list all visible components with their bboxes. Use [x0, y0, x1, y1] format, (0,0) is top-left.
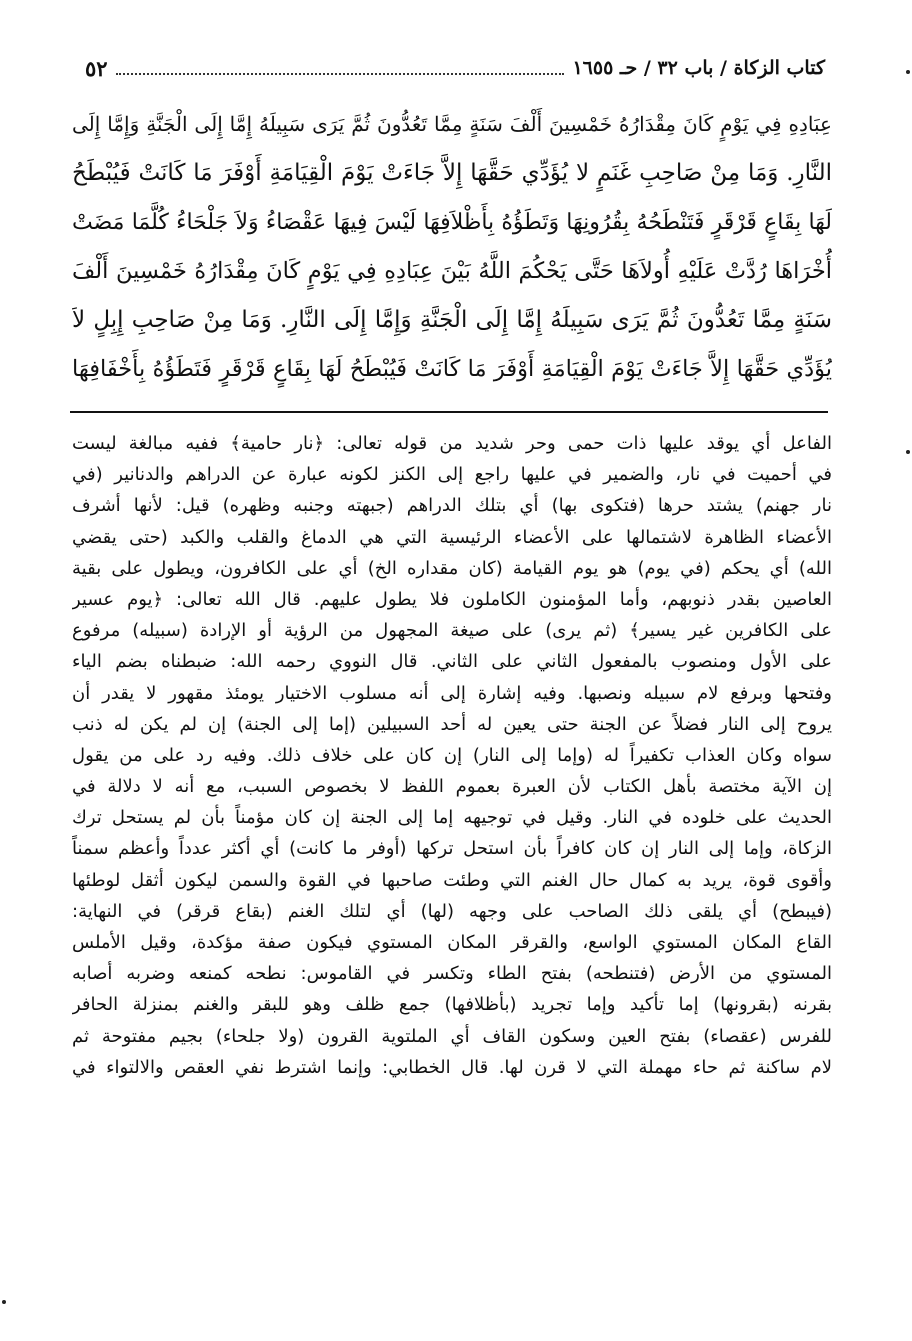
commentary-line: بقرنه (بقرونها) إما تأكيد وإما تجريد (بأظلافها) جمع ظلف وهو للبقر والغنم بمنزلة الحافر — [72, 994, 832, 1016]
scan-edge-mark — [906, 70, 910, 74]
section-divider — [70, 411, 828, 413]
commentary-text — [72, 428, 832, 1083]
commentary-line: لام ساكنة ثم حاء مهملة التي لا قرن لها. قال الخطابي: وإنما اشترط نفي العقص والالتواء في — [72, 1056, 832, 1078]
hadith-line: سَنَةٍ مِمَّا تَعُدُّونَ ثُمَّ يَرَى سَبِيلَهُ إِمَّا إِلَى الْجَنَّةِ وَإِمَّا إِلَى النَّارِ. وَمَا مِنْ صَاحِبِ إِبِلٍ لاَ — [72, 307, 832, 333]
hadith-line: لَهَا بِقَاعٍ قَرْقَرٍ فَتَنْطَحُهُ بِقُرُونِهَا وَتَطَؤُهُ بِأَظْلاَفِهَا لَيْسَ فِيهَا عَقْصَاءُ وَلاَ جَلْحَاءُ كُلَّمَا مَضَتْ — [72, 210, 832, 235]
commentary-line: للفرس (عقصاء) بفتح العين وسكون القاف أي الملتوية القرون (ولا جلحاء) بجيم مفتوحة ثم — [72, 1025, 832, 1047]
hadith-text — [72, 100, 832, 394]
commentary-line: نار جهنم) يشتد حرها (فتكوى بها) أي بتلك الدراهم (جبهته وجنبه وظهره) قيل: لأنها أشرف — [72, 495, 832, 517]
commentary-line: وفتحها وبرفع لام سبيله ونصبها. وفيه إشارة إلى أنه مسلوب الاختيار يومئذ مقهور لا يقدر أن — [72, 682, 832, 704]
hadith-line: أُخْرَاهَا رُدَّتْ عَلَيْهِ أُولاَهَا حَتَّى يَحْكُمَ اللَّهُ بَيْنَ عِبَادِهِ فِي يَوْمٍ كَانَ مِقْدَارُهُ خَمْسِينَ أَلْفَ — [72, 258, 832, 284]
commentary-line: وأقوى قوة، يريد به كمال حال الغنم التي وطئت صاحبها في القوة والسمن ليكون أثقل لوطئها — [72, 869, 832, 891]
commentary-line: المستوي من الأرض (فتنطحه) بفتح الطاء وتكسر في القاموس: نطحه كمنعه وضربه أصابه — [72, 963, 832, 985]
commentary-line: القاع المكان المستوي الواسع، والقرقر المكان المستوي فيكون صفة مؤكدة، وقيل الأملس — [72, 932, 832, 953]
commentary-line: (فيبطح) أي يلقى ذلك الصاحب على وجهه (لها) أي لتلك الغنم (بقاع قرقر) في النهاية: — [72, 900, 832, 922]
commentary-line: الله) أي يحكم (في يوم) هو يوم القيامة (كان مقداره الخ) أي على الكافرون، ويطول على بقية — [72, 557, 832, 579]
hadith-line: عِبَادِهِ فِي يَوْمٍ كَانَ مِقْدَارُهُ خَمْسِينَ أَلْفَ سَنَةٍ مِمَّا تَعُدُّونَ ثُمَّ يَرَى سَبِيلَهُ إِمَّا إِلَى الْجَنَّةِ وَإِمَّا إِلَى — [72, 112, 832, 136]
commentary-line: الفاعل أي يوقد عليها ذات حمى وحر شديد من قوله تعالى: ﴿نار حامية﴾ ففيه مبالغة ليست — [72, 433, 832, 454]
commentary-line: في أحميت في نار، والضمير في عليها راجع إلى الكنز لكونه عبارة عن الدراهم والدنانير (في — [72, 464, 832, 486]
scan-edge-mark — [2, 1300, 6, 1304]
page-header — [75, 52, 825, 84]
commentary-line: الأعضاء الظاهرة لاشتمالها على الأعضاء الرئيسية التي هي الدماغ والقلب والكبد (حتى يقضي — [72, 526, 832, 548]
commentary-line: العاصين بقدر ذنوبهم، وأما المؤمنون الكاملون فلا يطول عليهم. قال الله تعالى: ﴿يوم عسير — [72, 588, 832, 610]
commentary-line: إن الآية مختصة بأهل الكتاب لأن العبرة بعموم اللفظ لا بخصوص السبب، مع أنه لا دلالة في — [72, 776, 832, 798]
commentary-line: الزكاة، وإما إلى النار إن كان كافراً بأن استحل تركها (أوفر ما كانت) أي أكثر عدداً وأعظم سمناً — [72, 838, 832, 860]
scan-edge-mark — [906, 450, 910, 454]
commentary-line: الحديث على خلوده في النار. وقيل في توجيهه إما إلى الجنة إن كان مؤمناً بأن لم يستحل ترك — [72, 807, 832, 829]
commentary-line: سواه وكان العذاب تكفيراً له (وإما إلى النار) إن كان على خلاف ذلك. وفيه رد على من يقول — [72, 744, 832, 766]
commentary-line: على الكافرين غير يسير﴾ (ثم يرى) على صيغة المجهول من الرؤية أو الإرادة (سبيله) مرفوع — [72, 620, 832, 642]
commentary-line: على الأول ومنصوب بالمفعول الثاني على الثاني. قال النووي رحمه الله: ضبطناه بضم الياء — [72, 651, 832, 673]
commentary-line: يروح إلى النار فضلاً عن الجنة حتى يعين له أحد السبيلين (إما إلى الجنة) إن لم يكن له ذنب — [72, 713, 832, 735]
page-number: ٥٢ — [85, 55, 108, 81]
hadith-line: النَّارِ. وَمَا مِنْ صَاحِبِ غَنَمٍ لا يُؤَدِّي حَقَّهَا إِلاَّ جَاءَتْ يَوْمَ الْقِيَامَةِ أَوْفَرَ مَا كَانَتْ فَيُبْطَحُ — [72, 160, 832, 186]
header-dot-leader — [116, 72, 565, 75]
running-title: كتاب الزكاة / باب ٣٢ / حـ ١٦٥٥ — [572, 57, 825, 79]
hadith-line: يُؤَدِّي حَقَّهَا إِلاَّ جَاءَتْ يَوْمَ الْقِيَامَةِ أَوْفَرَ مَا كَانَتْ فَيُبْطَحُ لَهَا بِقَاعٍ قَرْقَرٍ فَتَطَؤُهُ بِأَخْفَافِهَا — [72, 356, 832, 382]
